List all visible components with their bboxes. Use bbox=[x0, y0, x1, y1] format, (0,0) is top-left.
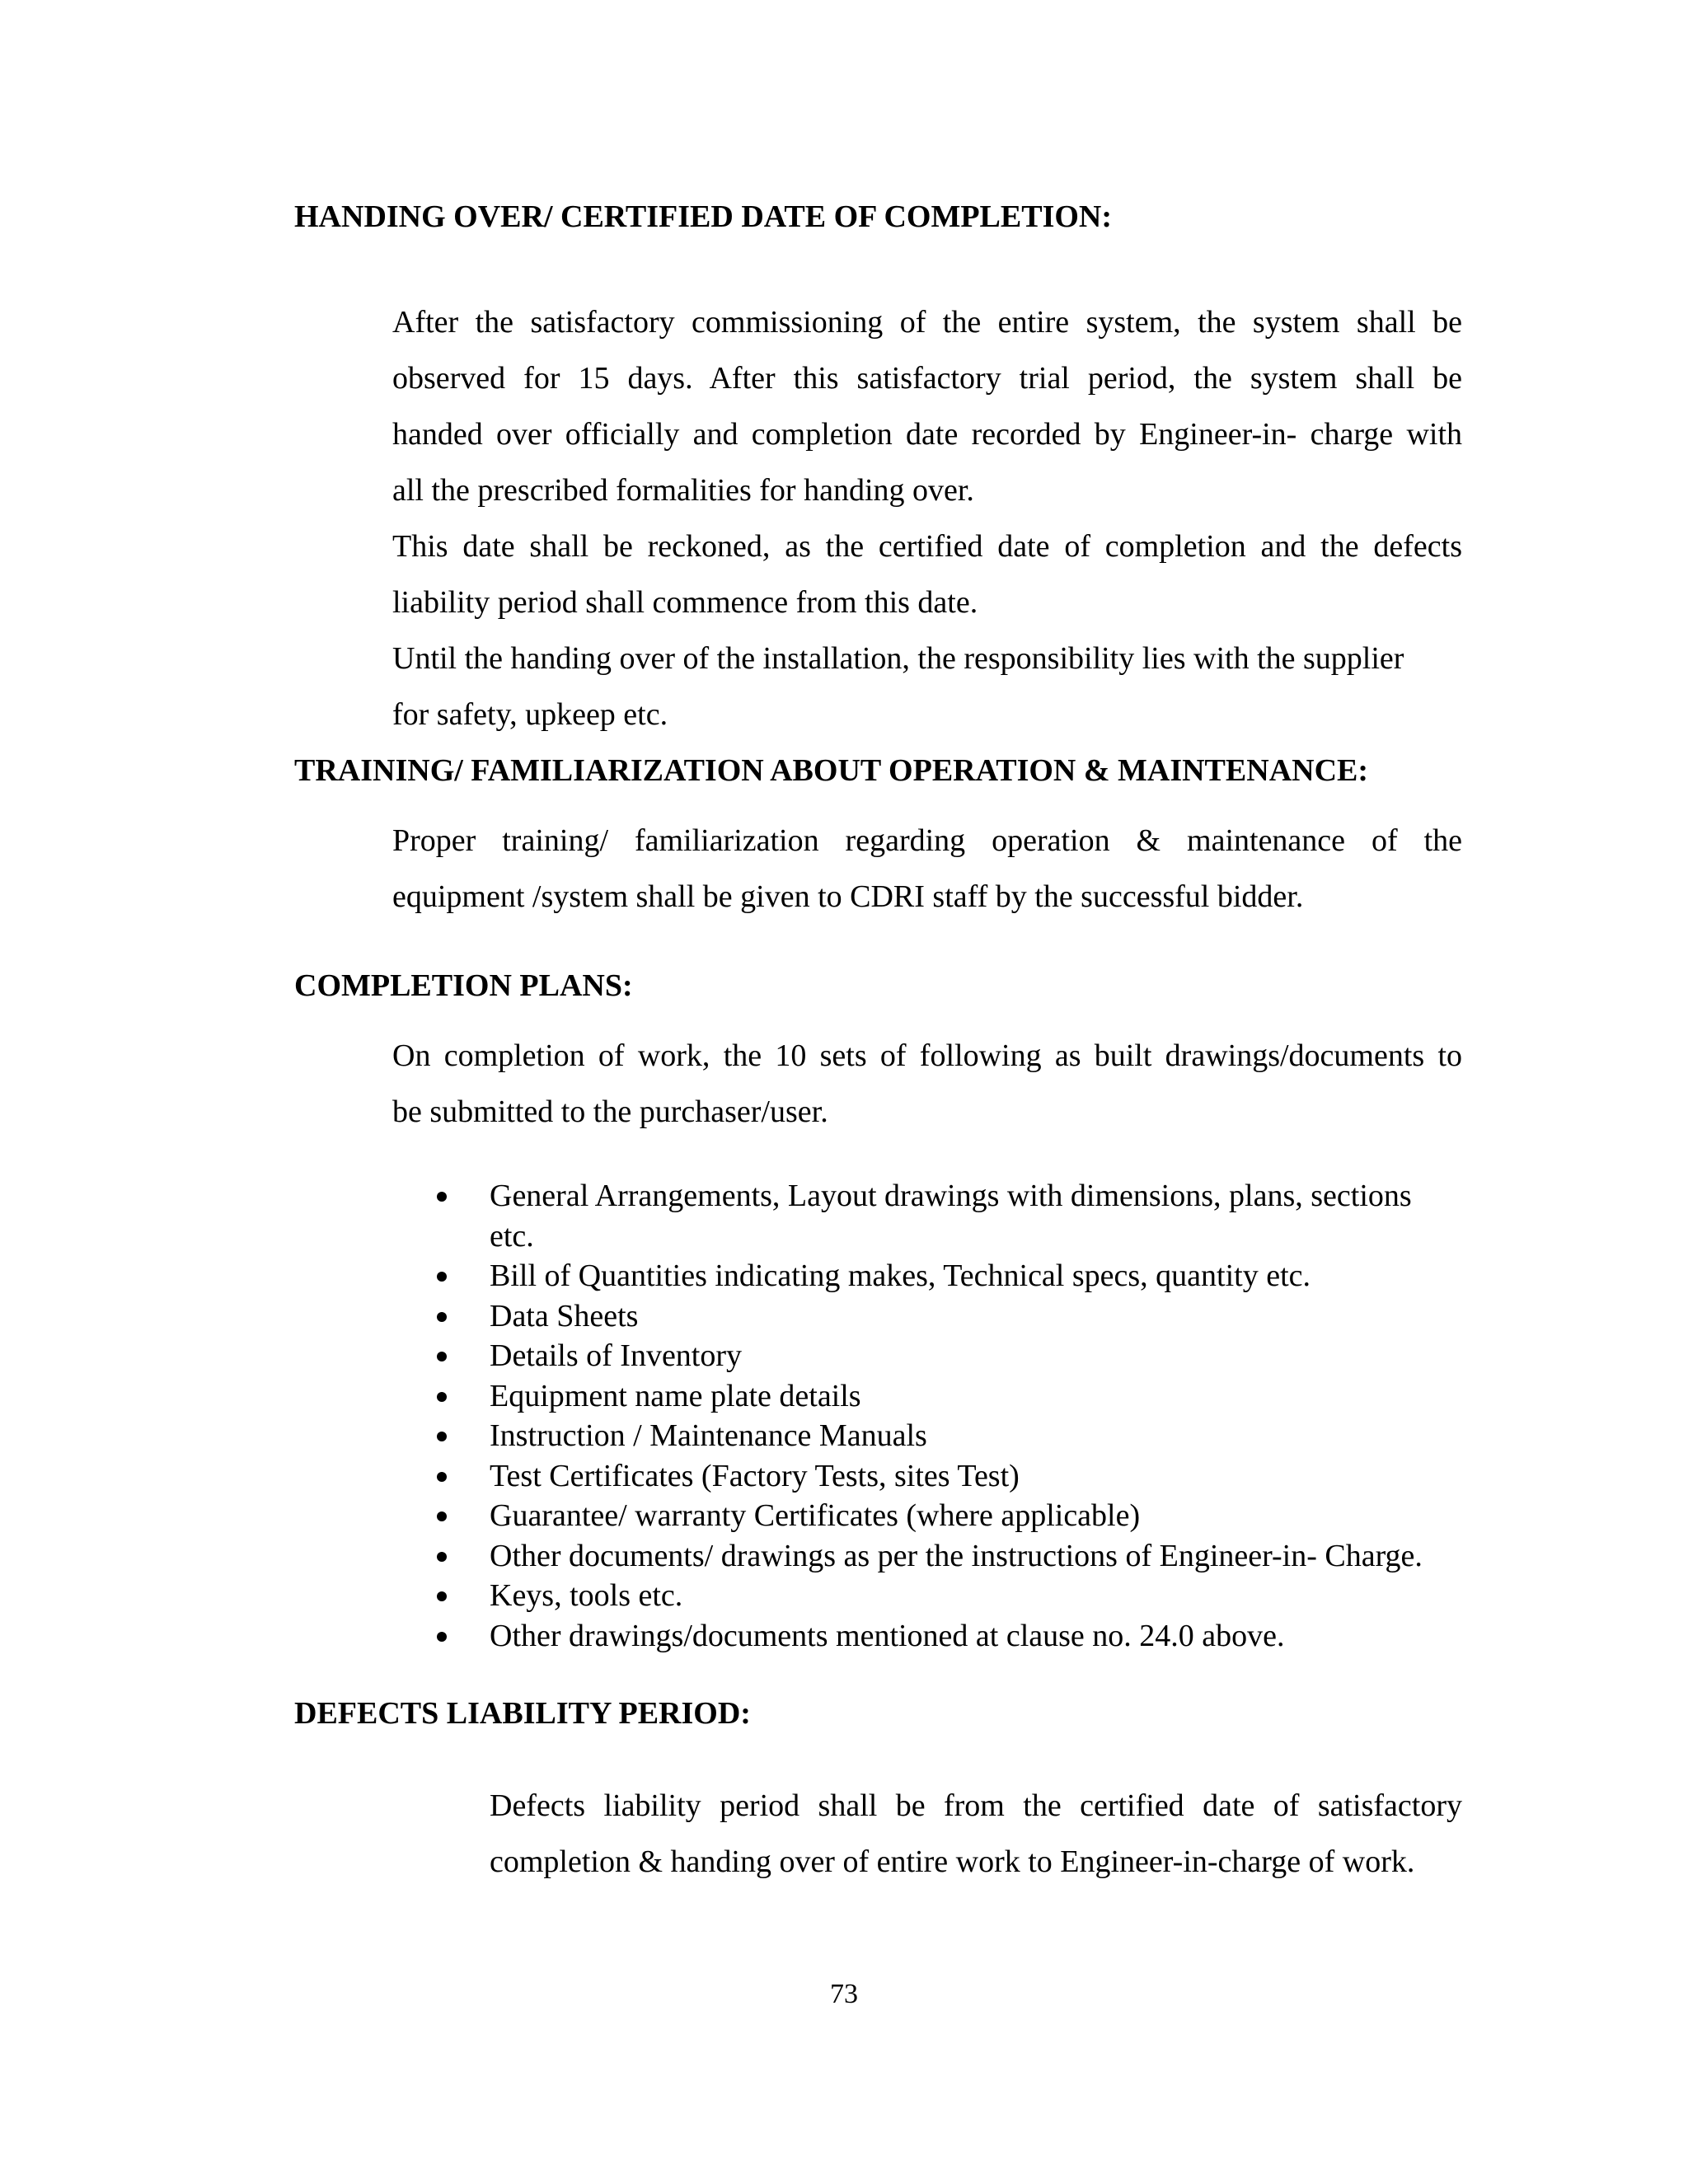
bullet-icon bbox=[437, 1392, 447, 1402]
list-item bbox=[420, 1376, 1463, 1417]
list-item-text: Keys, tools etc. bbox=[490, 1578, 683, 1613]
paragraph-completion-plans bbox=[392, 1028, 1462, 1140]
paragraph-line: be submitted to the purchaser/user. bbox=[392, 1094, 828, 1129]
heading-defects-liability: DEFECTS LIABILITY PERIOD: bbox=[294, 1696, 751, 1731]
paragraph-line: for safety, upkeep etc. bbox=[392, 697, 668, 732]
list-item-text: Data Sheets bbox=[490, 1298, 639, 1333]
list-item bbox=[420, 1256, 1463, 1296]
page-number: 73 bbox=[830, 1979, 858, 2009]
paragraph-training bbox=[392, 813, 1462, 925]
bullet-icon bbox=[437, 1352, 447, 1361]
bullet-icon bbox=[437, 1511, 447, 1521]
paragraph-line: handed over officially and completion date recorded by Engineer-in- charge with bbox=[392, 417, 1462, 452]
paragraph-line: liability period shall commence from this date. bbox=[392, 585, 978, 620]
bullet-icon bbox=[437, 1472, 447, 1482]
heading-handing-over: HANDING OVER/ CERTIFIED DATE OF COMPLETION: bbox=[294, 199, 1113, 234]
list-item-text: Guarantee/ warranty Certificates (where applicable) bbox=[490, 1498, 1141, 1533]
paragraph-line: equipment /system shall be given to CDRI staff by the successful bidder. bbox=[392, 879, 1304, 914]
list-item bbox=[420, 1296, 1463, 1337]
paragraph-line: Until the handing over of the installation, the responsibility lies with the supplier bbox=[392, 641, 1404, 676]
heading-training: TRAINING/ FAMILIARIZATION ABOUT OPERATION & MAINTENANCE: bbox=[294, 753, 1369, 788]
list-item bbox=[420, 1456, 1463, 1497]
paragraph-line: On completion of work, the 10 sets of following as built drawings/documents to bbox=[392, 1038, 1462, 1073]
paragraph-line: completion & handing over of entire work to Engineer-in-charge of work. bbox=[490, 1844, 1415, 1879]
list-item-text: Instruction / Maintenance Manuals bbox=[490, 1418, 927, 1453]
paragraph-line: Defects liability period shall be from the certified date of satisfactory bbox=[490, 1788, 1462, 1823]
paragraph-handing-over-1 bbox=[392, 294, 1462, 518]
paragraph-line: observed for 15 days. After this satisfactory trial period, the system shall be bbox=[392, 361, 1462, 396]
list-item-text: Bill of Quantities indicating makes, Technical specs, quantity etc. bbox=[490, 1258, 1311, 1293]
bullet-icon bbox=[437, 1272, 447, 1282]
list-item bbox=[420, 1416, 1463, 1456]
list-item-text: Other drawings/documents mentioned at clause no. 24.0 above. bbox=[490, 1618, 1285, 1653]
list-item bbox=[420, 1176, 1463, 1256]
bullet-icon bbox=[437, 1632, 447, 1642]
list-item bbox=[420, 1336, 1463, 1376]
list-item-text: Details of Inventory bbox=[490, 1338, 743, 1373]
list-item bbox=[420, 1576, 1463, 1616]
list-item bbox=[420, 1616, 1463, 1657]
paragraph-handing-over-2 bbox=[392, 518, 1462, 630]
paragraph-line: all the prescribed formalities for handing over. bbox=[392, 473, 974, 508]
heading-completion-plans: COMPLETION PLANS: bbox=[294, 968, 633, 1003]
paragraph-line: This date shall be reckoned, as the certified date of completion and the defects bbox=[392, 529, 1462, 564]
paragraph-handing-over-3 bbox=[392, 630, 1462, 743]
completion-documents-list bbox=[420, 1176, 1463, 1656]
bullet-icon bbox=[437, 1192, 447, 1202]
list-item bbox=[420, 1496, 1463, 1536]
list-item-text: Equipment name plate details bbox=[490, 1378, 861, 1413]
list-item-text: General Arrangements, Layout drawings with dimensions, plans, sections etc. bbox=[490, 1179, 1412, 1254]
paragraph-line: Proper training/ familiarization regarding operation & maintenance of the bbox=[392, 823, 1462, 858]
list-item-text: Other documents/ drawings as per the instructions of Engineer-in- Charge. bbox=[490, 1538, 1423, 1573]
list-item bbox=[420, 1536, 1463, 1577]
bullet-icon bbox=[437, 1552, 447, 1562]
list-item-text: Test Certificates (Factory Tests, sites Test) bbox=[490, 1458, 1020, 1493]
bullet-icon bbox=[437, 1591, 447, 1601]
paragraph-line: After the satisfactory commissioning of the entire system, the system shall be bbox=[392, 305, 1462, 340]
bullet-icon bbox=[437, 1312, 447, 1322]
bullet-icon bbox=[437, 1432, 447, 1441]
paragraph-defects-liability bbox=[490, 1778, 1462, 1890]
